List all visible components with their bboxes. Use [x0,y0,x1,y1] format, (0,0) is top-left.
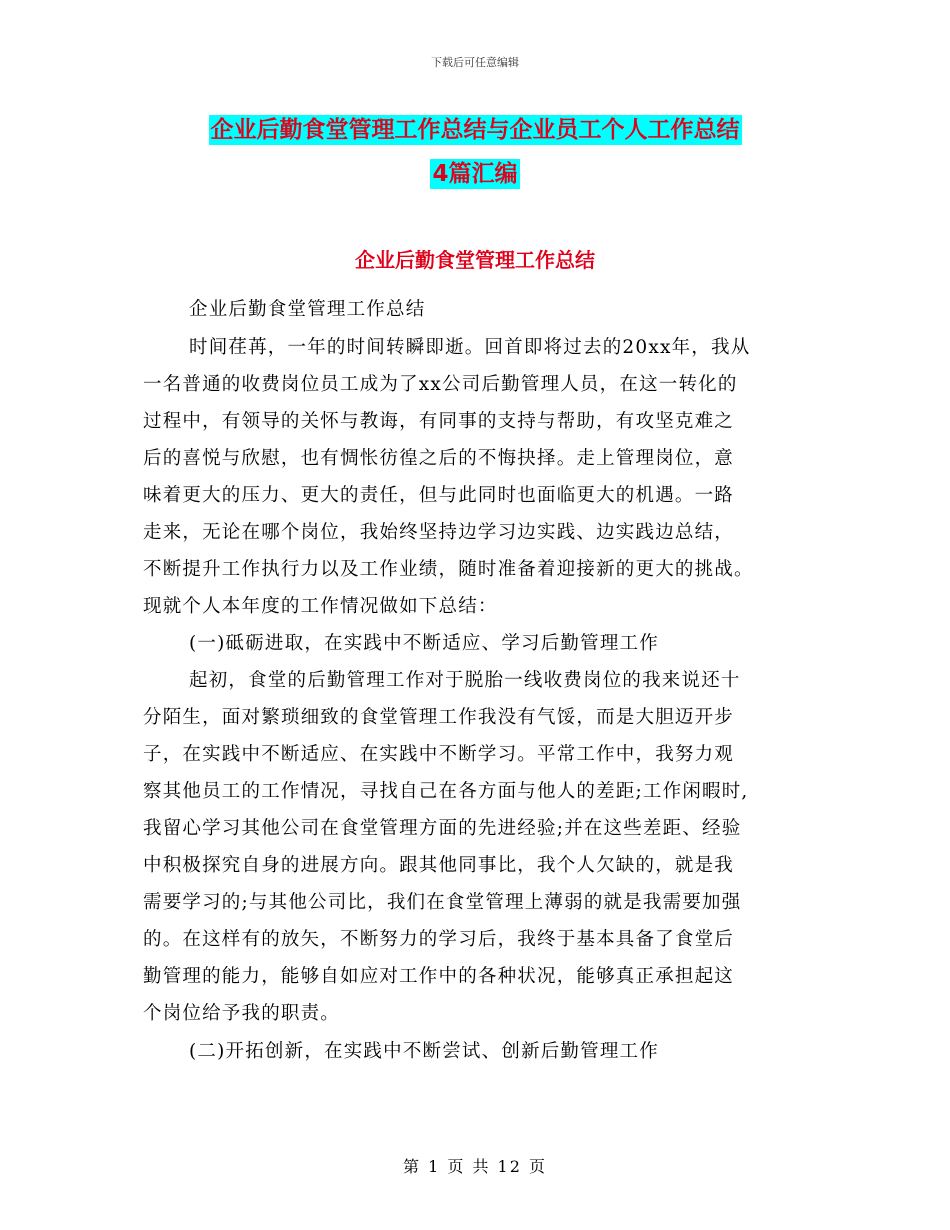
title-highlight-1: 企业后勤食堂管理工作总结与企业员工个人工作总结 [210,117,740,143]
title-highlight-2: 4篇汇编 [432,161,518,187]
body-line: 我留心学习其他公司在食堂管理方面的先进经验;并在这些差距、经验 [143,818,742,839]
body-line: (二)开拓创新，在实践中不断尝试、创新后勤管理工作 [189,1041,659,1062]
body-line: 勤管理的能力，能够自如应对工作中的各种状况，能够真正承担起这 [143,966,735,987]
body-line: (一)砥砺进取，在实践中不断适应、学习后勤管理工作 [189,633,659,654]
body-line: 过程中，有领导的关怀与教诲，有同事的支持与帮助，有攻坚克难之 [143,411,735,432]
body-line: 后的喜悦与欣慰，也有惆怅彷徨之后的不悔抉择。走上管理岗位，意 [143,448,735,469]
body-line: 时间荏苒，一年的时间转瞬即逝。回首即将过去的20xx年，我从 [189,337,751,358]
page-footer: 第 1 页 共 12 页 [403,1157,547,1176]
document-title-line-1 [0,108,950,152]
body-line: 起初，食堂的后勤管理工作对于脱胎一线收费岗位的我来说还十 [189,670,741,691]
body-line: 需要学习的;与其他公司比，我们在食堂管理上薄弱的就是我需要加强 [143,892,742,913]
body-line: 察其他员工的工作情况，寻找自己在各方面与他人的差距;工作闲暇时, [143,781,749,802]
body-line: 走来，无论在哪个岗位，我始终坚持边学习边实践、边实践边总结， [143,522,735,543]
body-line: 味着更大的压力、更大的责任，但与此同时也面临更大的机遇。一路 [143,485,735,506]
body-line: 一名普通的收费岗位员工成为了xx公司后勤管理人员，在这一转化的 [143,374,738,395]
body-line: 现就个人本年度的工作情况做如下总结： [143,596,498,617]
header-note: 下载后可任意编辑 [431,56,519,69]
body-line: 个岗位给予我的职责。 [143,1003,341,1024]
body-line: 子，在实践中不断适应、在实践中不断学习。平常工作中，我努力观 [143,744,735,765]
body-line: 企业后勤食堂管理工作总结 [189,299,426,320]
document-title-line-2 [0,152,950,196]
body-line: 分陌生，面对繁琐细致的食堂管理工作我没有气馁，而是大胆迈开步 [143,707,735,728]
section-title: 企业后勤食堂管理工作总结 [355,248,595,272]
body-line: 不断提升工作执行力以及工作业绩，随时准备着迎接新的更大的挑战。 [143,559,754,580]
body-line: 中积极探究自身的进展方向。跟其他同事比，我个人欠缺的，就是我 [143,855,735,876]
body-line: 的。在这样有的放矢，不断努力的学习后，我终于基本具备了食堂后 [143,929,735,950]
